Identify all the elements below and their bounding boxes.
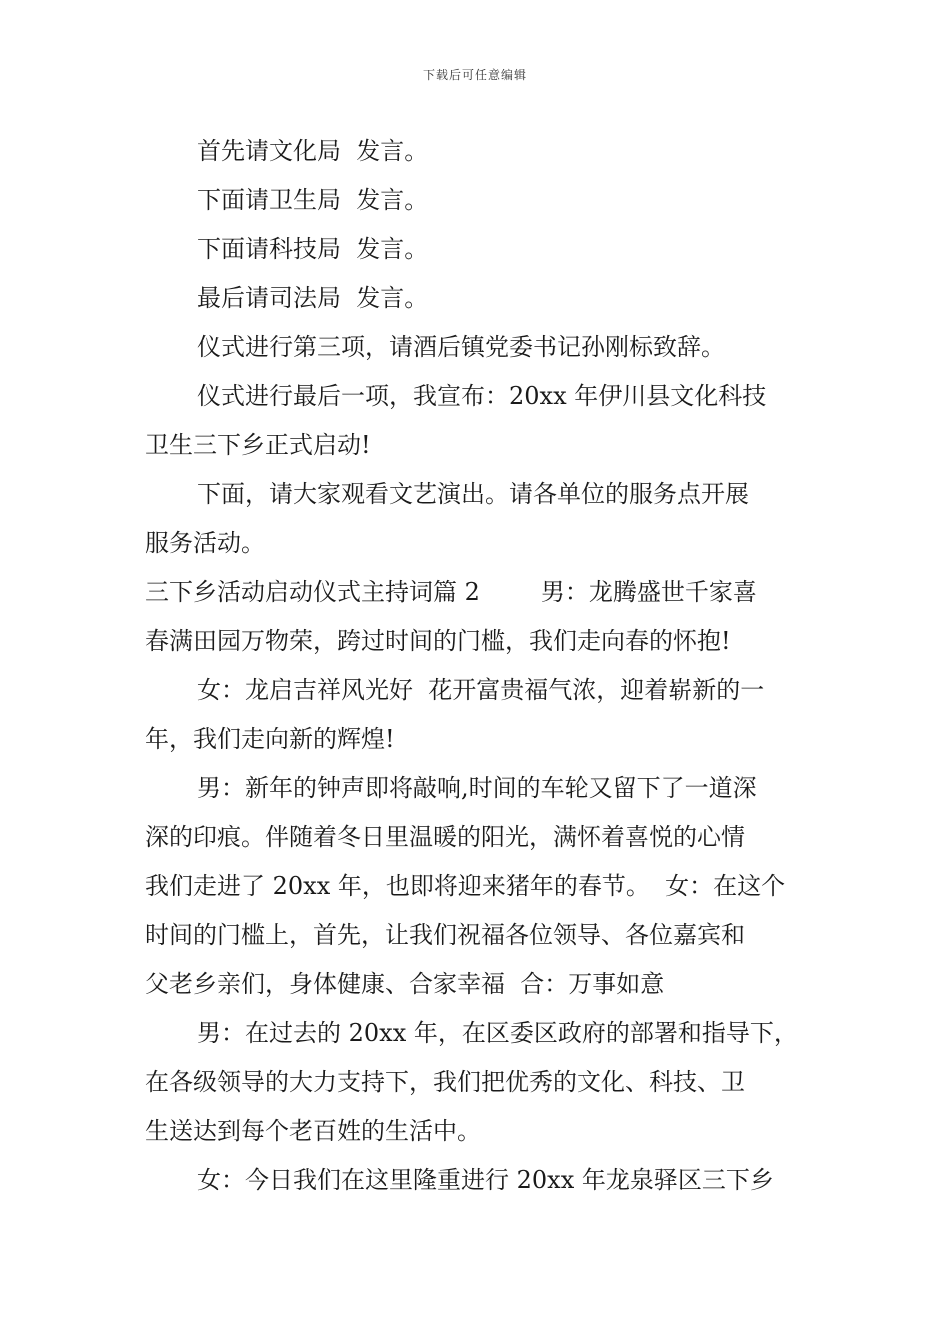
text-line: 卫生三下乡正式启动!	[145, 431, 371, 459]
text-line: 我们走进了 20xx 年，也即将迎来猪年的春节。 女：在这个	[145, 872, 786, 900]
text-line: 男：在过去的 20xx 年，在区委区政府的部署和指导下，	[197, 1019, 798, 1047]
text-line: 男：新年的钟声即将敲响,时间的车轮又留下了一道深	[197, 774, 757, 802]
text-line: 最后请司法局 发言。	[197, 284, 429, 312]
text-line: 仪式进行第三项，请酒后镇党委书记孙刚标致辞。	[197, 333, 725, 361]
text-line: 仪式进行最后一项，我宣布：20xx 年伊川县文化科技	[197, 382, 767, 410]
document-body	[145, 127, 807, 1205]
text-line: 年，我们走向新的辉煌!	[145, 725, 395, 753]
text-line: 父老乡亲们，身体健康、合家幸福 合：万事如意	[145, 970, 665, 998]
text-line: 女：今日我们在这里隆重进行 20xx 年龙泉驿区三下乡	[197, 1166, 774, 1194]
text-line: 深的印痕。伴随着冬日里温暖的阳光，满怀着喜悦的心情	[145, 823, 745, 851]
text-line: 生送达到每个老百姓的生活中。	[145, 1117, 481, 1145]
text-line: 在各级领导的大力支持下，我们把优秀的文化、科技、卫	[145, 1068, 745, 1096]
text-line: 服务活动。	[145, 529, 265, 557]
text-line: 春满田园万物荣，跨过时间的门槛，我们走向春的怀抱!	[145, 627, 731, 655]
text-line: 下面请科技局 发言。	[197, 235, 429, 263]
text-line: 女：龙启吉祥风光好 花开富贵福气浓，迎着崭新的一	[197, 676, 765, 704]
text-line: 下面请卫生局 发言。	[197, 186, 429, 214]
page-header-note: 下载后可任意编辑	[422, 68, 527, 82]
text-line: 三下乡活动启动仪式主持词篇 2 男：龙腾盛世千家喜	[145, 578, 757, 606]
text-line: 首先请文化局 发言。	[197, 137, 429, 165]
text-line: 时间的门槛上，首先，让我们祝福各位领导、各位嘉宾和	[145, 921, 745, 949]
text-line: 下面，请大家观看文艺演出。请各单位的服务点开展	[197, 480, 749, 508]
